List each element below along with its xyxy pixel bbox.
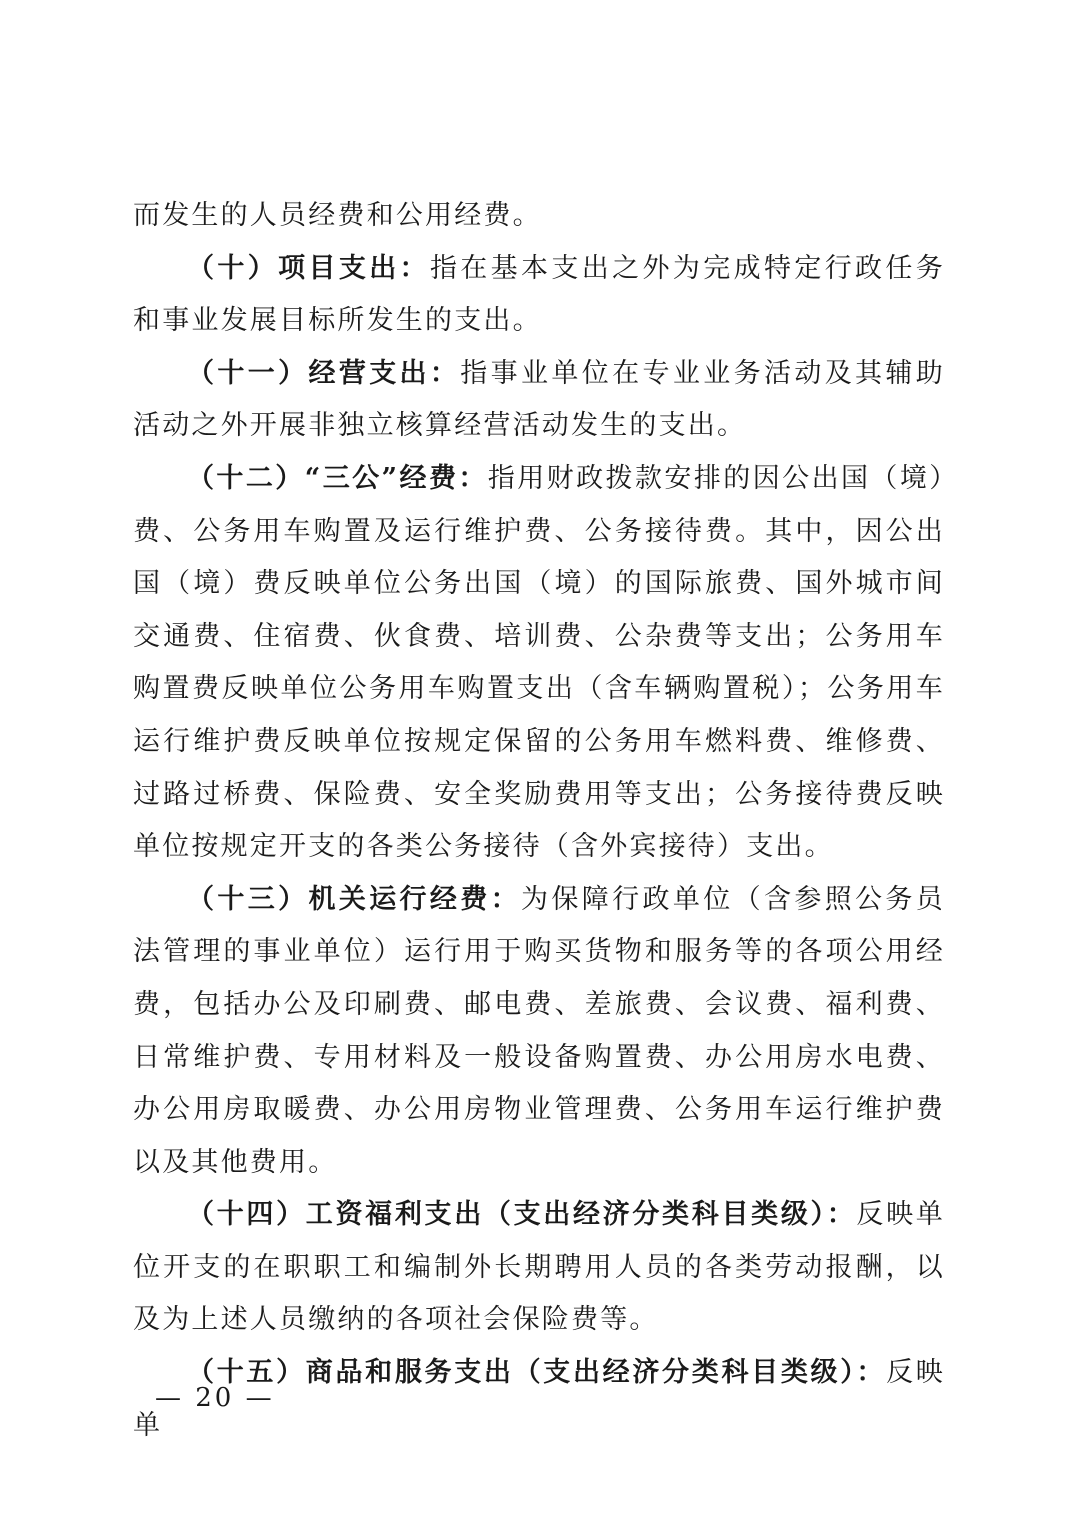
page-number: — 20 —	[155, 1383, 275, 1413]
term-label: （十一）经营支出：	[187, 357, 461, 389]
paragraph-operating-expenditure	[133, 348, 945, 453]
paragraph-body: 为保障行政单位（含参照公务员法管理的事业单位）运行用于购买货物和服务等的各项公用经费，包括办公及印刷费、邮电费、差旅费、会议费、福利费、日常维护费、专用材料及一般设备购置费、办公用房水电费、办公用房取暖费、办公用房物业管理费、公务用车运行维护费以及其他费用。	[133, 883, 945, 1178]
paragraph-three-public-expenses	[133, 453, 945, 874]
paragraph-body: 反映单位开支的在职职工和编制外长期聘用人员的各类劳动报酬，以及为上述人员缴纳的各项社会保险费等。	[133, 1199, 945, 1336]
document-body	[133, 190, 945, 1452]
term-label: （十四）工资福利支出（支出经济分类科目类级）：	[187, 1199, 857, 1231]
term-label: （十二）“三公”经费：	[187, 462, 488, 494]
term-label: （十）项目支出：	[187, 252, 430, 284]
paragraph-agency-operating-funds	[133, 874, 945, 1190]
term-label: （十五）商品和服务支出（支出经济分类科目类级）：	[187, 1357, 887, 1389]
paragraph-wages-welfare	[133, 1189, 945, 1347]
term-label: （十三）机关运行经费：	[187, 883, 522, 915]
paragraph-body: 指事业单位在专业业务活动及其辅助活动之外开展非独立核算经营活动发生的支出。	[133, 357, 945, 442]
paragraph-continuation	[133, 190, 945, 243]
paragraph-body: 反映单	[133, 1357, 945, 1441]
paragraph-body: 指用财政拨款安排的因公出国（境）费、公务用车购置及运行维护费、公务接待费。其中，因公出国（境）费反映单位公务出国（境）的国际旅费、国外城市间交通费、住宿费、伙食费、培训费、公杂费等支出；公务用车购置费反映单位公务用车购置支出（含车辆购置税）；公务用车运行维护费反映单位按规定保留的公务用车燃料费、维修费、过路过桥费、保险费、安全奖励费用等支出；公务接待费反映单位按规定开支的各类公务接待（含外宾接待）支出。	[133, 462, 945, 863]
paragraph-body: 指在基本支出之外为完成特定行政任务和事业发展目标所发生的支出。	[133, 252, 945, 337]
paragraph-project-expenditure	[133, 243, 945, 348]
paragraph-body: 而发生的人员经费和公用经费。	[133, 200, 542, 231]
